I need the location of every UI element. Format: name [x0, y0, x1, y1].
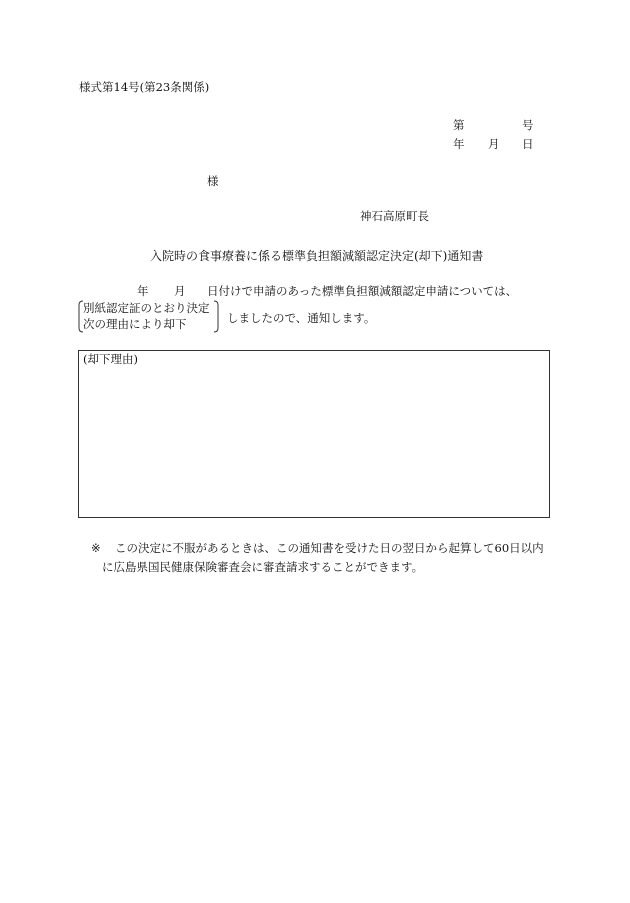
choice-approve: 別紙認定証のとおり決定 — [83, 301, 210, 315]
note-line-1: この決定に不服があるときは、この通知書を受けた日の翌日から起算して60日以内 — [115, 541, 544, 555]
body-year-label: 年 — [137, 284, 149, 298]
rejection-reason-label: (却下理由) — [83, 352, 138, 366]
date-month-label: 月 — [488, 137, 500, 151]
document-number-suffix: 号 — [522, 118, 534, 132]
form-number: 様式第14号(第23条関係) — [79, 80, 210, 94]
issuer-name: 神石高原町長 — [360, 209, 429, 223]
addressee-honorific: 様 — [207, 174, 219, 188]
body-month-label: 月 — [174, 284, 186, 298]
document-title: 入院時の食事療養に係る標準負担額減額認定決定(却下)通知書 — [150, 249, 484, 263]
body-text: 日付けで申請のあった標準負担額減額認定申請については、 — [207, 284, 518, 298]
date-day-label: 日 — [522, 137, 534, 151]
note-mark: ※ — [91, 541, 101, 555]
choice-reject: 次の理由により却下 — [83, 317, 187, 331]
closing-text: しましたので、通知します。 — [227, 311, 376, 325]
rejection-reason-box — [78, 350, 550, 518]
date-year-label: 年 — [453, 137, 465, 151]
note-line-2: に広島県国民健康保険審査会に審査請求することができます。 — [102, 560, 424, 574]
document-number-prefix: 第 — [453, 118, 465, 132]
